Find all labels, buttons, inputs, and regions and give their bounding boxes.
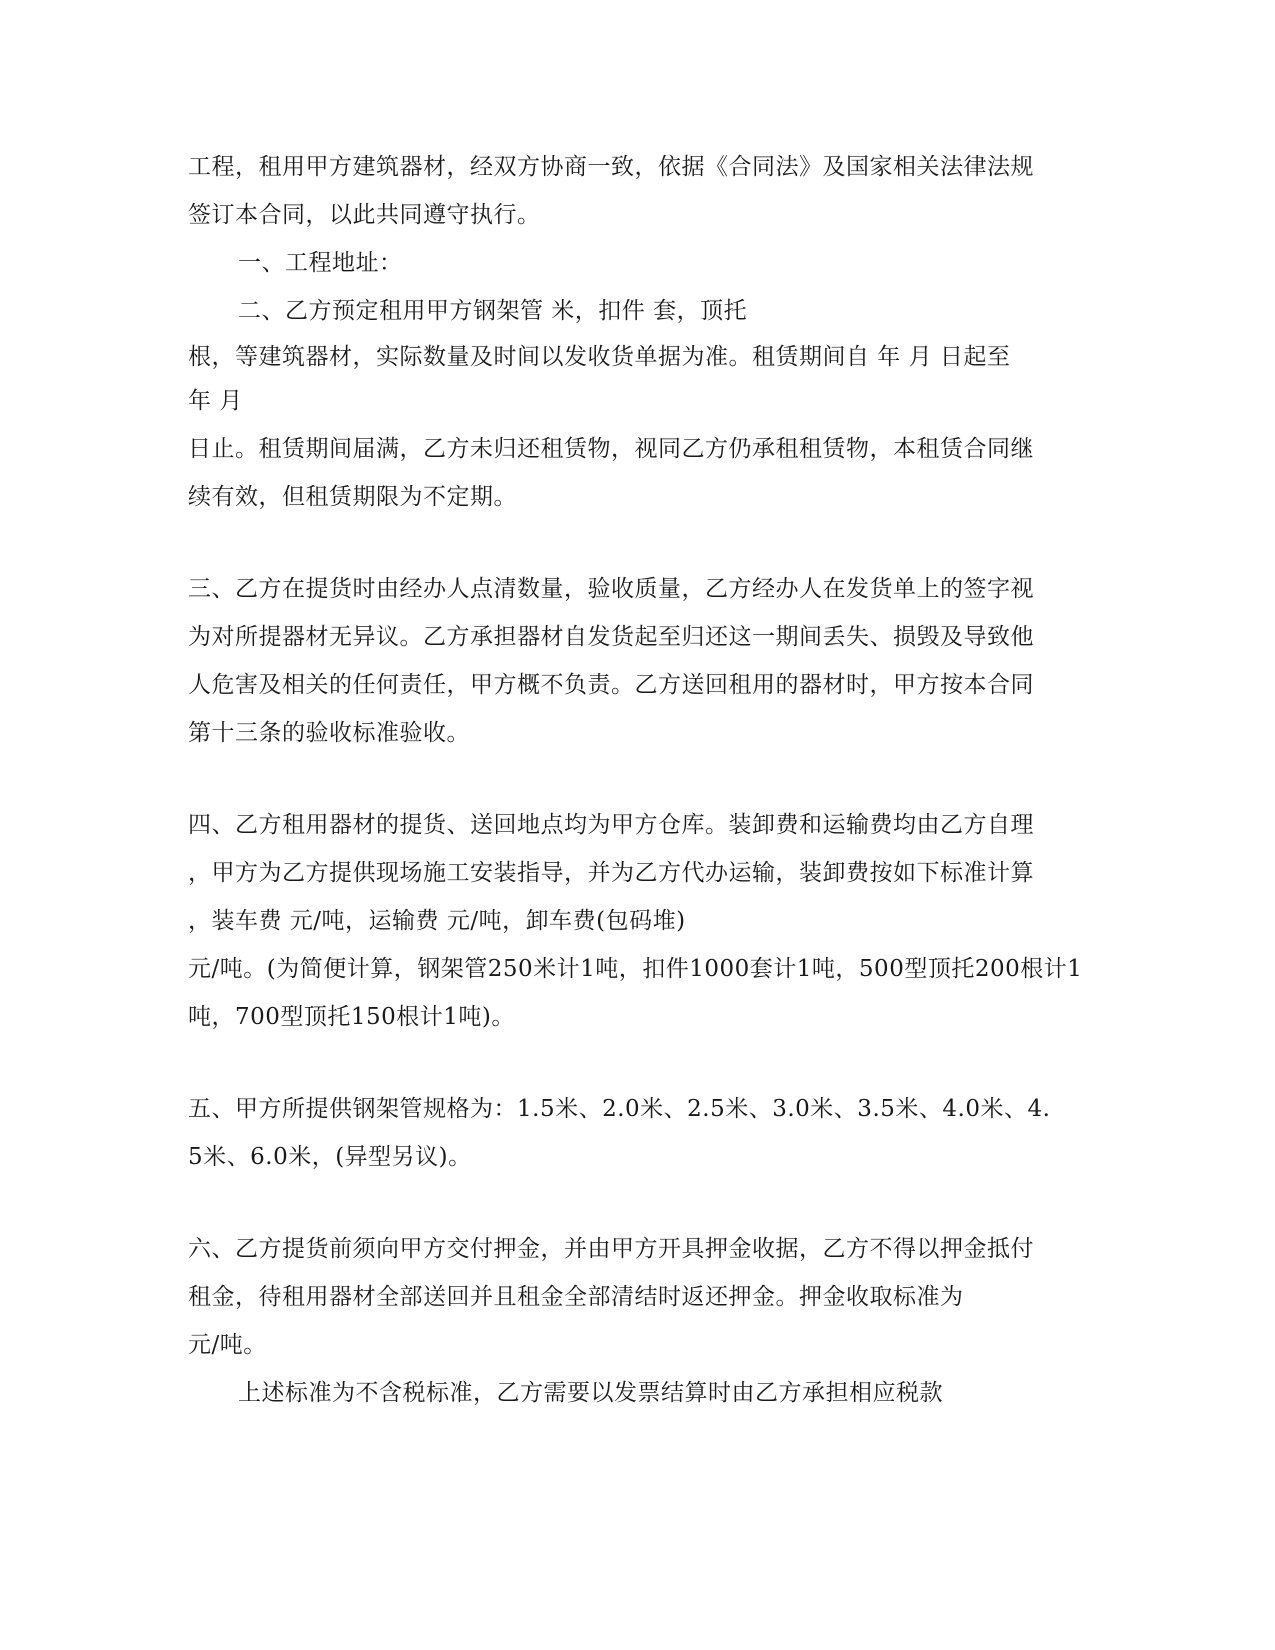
text-line: 日止。租赁期间届满，乙方未归还租赁物，视同乙方仍承租租赁物，本租赁合同继 [188,436,1034,462]
text-line: 签订本合同，以此共同遵守执行。 [188,202,541,228]
text-line: 元/吨。 [188,1332,267,1358]
text-line: 年 月 [188,388,243,414]
section-heading: 一、工程地址： [238,250,403,276]
text-line: 五、甲方所提供钢架管规格为：1.5米、2.0米、2.5米、3.0米、3.5米、4.0米、4. [188,1096,1051,1122]
text-line: 六、乙方提货前须向甲方交付押金，并由甲方开具押金收据，乙方不得以押金抵付 [188,1236,1034,1262]
text-line: 三、乙方在提货时由经办人点清数量，验收质量，乙方经办人在发货单上的签字视 [188,576,1034,602]
text-line: 根，等建筑器材，实际数量及时间以发收货单据为准。租赁期间自 年 月 日起至 [188,344,1011,370]
text-line: 为对所提器材无异议。乙方承担器材自发货起至归还这一期间丢失、损毁及导致他 [188,624,1034,650]
text-line: 第十三条的验收标准验收。 [188,720,470,746]
text-line: 租金，待租用器材全部送回并且租金全部清结时返还押金。押金收取标准为 [188,1284,964,1310]
text-line: 人危害及相关的任何责任，甲方概不负责。乙方送回租用的器材时，甲方按本合同 [188,672,1034,698]
text-line: 工程，租用甲方建筑器材，经双方协商一致，依据《合同法》及国家相关法律法规 [188,154,1034,180]
text-line: ，甲方为乙方提供现场施工安装指导，并为乙方代办运输，装卸费按如下标准计算 [188,860,1034,886]
text-line: 吨，700型顶托150根计1吨)。 [188,1004,515,1030]
section-heading: 二、乙方预定租用甲方钢架管 米，扣件 套，顶托 [238,298,748,324]
text-line: 四、乙方租用器材的提货、送回地点均为甲方仓库。装卸费和运输费均由乙方自理 [188,812,1034,838]
text-line: 上述标准为不含税标准，乙方需要以发票结算时由乙方承担相应税款 [238,1380,943,1406]
text-line: ，装车费 元/吨，运输费 元/吨，卸车费(包码堆) [188,908,686,934]
text-line: 元/吨。(为简便计算，钢架管250米计1吨，扣件1000套计1吨，500型顶托200根计1 [188,956,1083,982]
text-line: 续有效，但租赁期限为不定期。 [188,484,517,510]
text-line: 5米、6.0米，(异型另议)。 [188,1144,472,1170]
